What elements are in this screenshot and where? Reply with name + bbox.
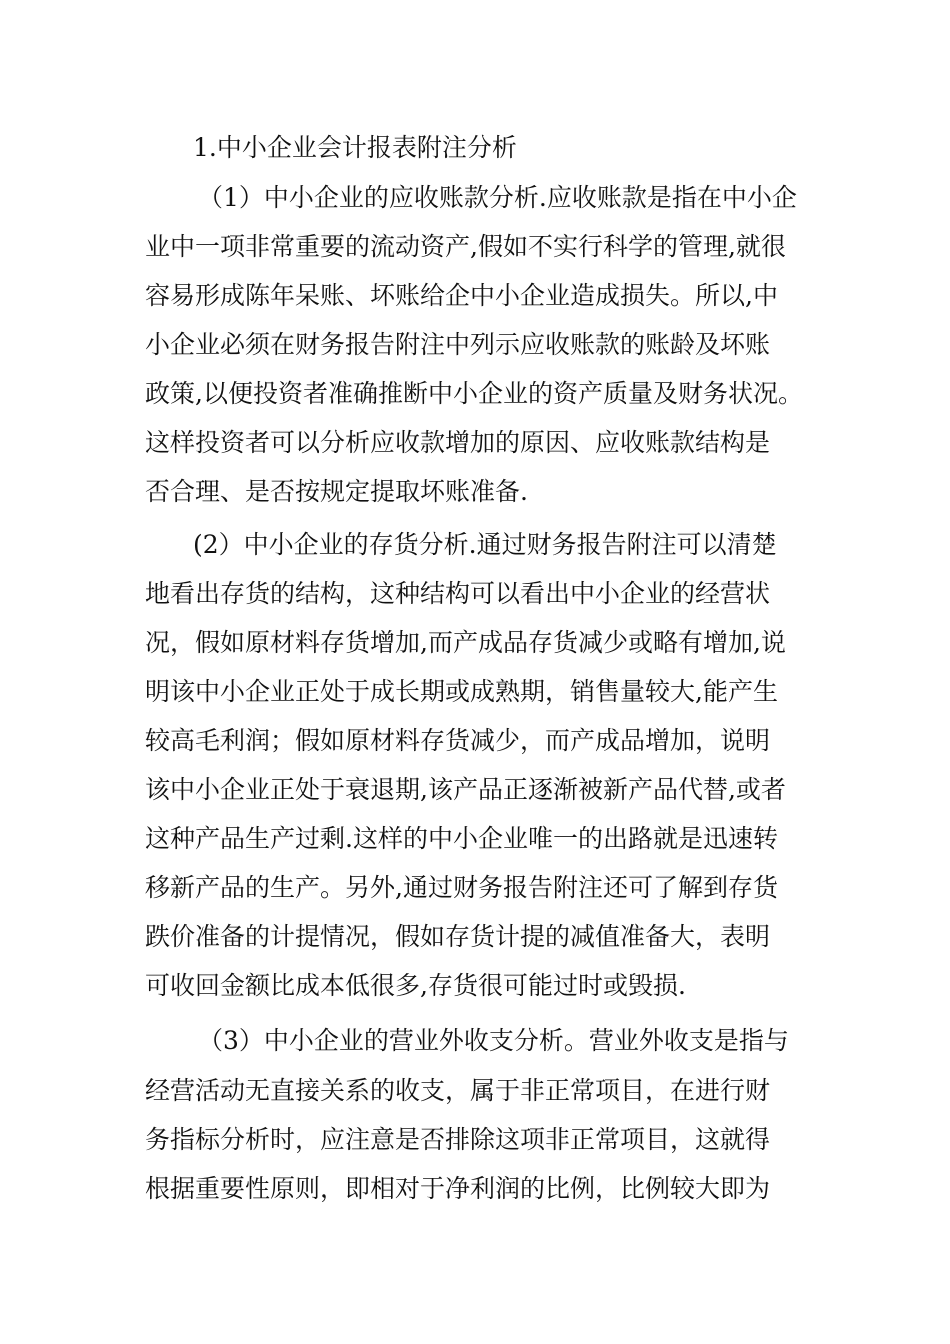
paragraph-2-line-10: 可收回金额比成本低很多,存货很可能过时或毁损.: [145, 971, 686, 1000]
paragraph-1-line-7: 否合理、是否按规定提取坏账准备.: [145, 477, 528, 506]
paragraph-2-line-4: 明该中小企业正处于成长期或成熟期，销售量较大,能产生: [145, 677, 778, 706]
paragraph-1-line-5: 政策,以便投资者准确推断中小企业的资产质量及财务状况。: [145, 379, 803, 408]
paragraph-2-line-5: 较高毛利润；假如原材料存货减少，而产成品增加，说明: [145, 726, 771, 755]
paragraph-1-line-6: 这样投资者可以分析应收款增加的原因、应收账款结构是: [145, 428, 771, 457]
paragraph-3-line-3: 务指标分析时，应注意是否排除这项非正常项目，这就得: [145, 1125, 771, 1154]
paragraph-2-line-3: 况，假如原材料存货增加,而产成品存货减少或略有增加,说: [145, 628, 786, 657]
paragraph-2-line-6: 该中小企业正处于衰退期,该产品正逐渐被新产品代替,或者: [145, 775, 786, 804]
paragraph-2-line-8: 移新产品的生产。另外,通过财务报告附注还可了解到存货: [145, 873, 778, 902]
paragraph-1-line-3: 容易形成陈年呆账、坏账给企中小企业造成损失。所以,中: [145, 281, 778, 310]
paragraph-2-line-7: 这种产品生产过剩.这样的中小企业唯一的出路就是迅速转: [145, 824, 778, 853]
paragraph-2-line-9: 跌价准备的计提情况，假如存货计提的减值准备大，表明: [145, 922, 771, 951]
paragraph-1-line-2: 业中一项非常重要的流动资产,假如不实行科学的管理,就很: [145, 232, 786, 261]
paragraph-3-line-1: （3）中小企业的营业外收支分析。营业外收支是指与: [198, 1026, 789, 1055]
paragraph-1-line-1: （1）中小企业的应收账款分析.应收账款是指在中小企: [198, 183, 797, 212]
paragraph-3-line-2: 经营活动无直接关系的收支，属于非正常项目，在进行财: [145, 1076, 771, 1105]
paragraph-2-line-2: 地看出存货的结构，这种结构可以看出中小企业的经营状: [145, 579, 771, 608]
paragraph-1-line-4: 小企业必须在财务报告附注中列示应收账款的账龄及坏账: [145, 330, 771, 359]
paragraph-2-line-1: (2）中小企业的存货分析.通过财务报告附注可以清楚: [193, 530, 777, 559]
section-heading: 1.中小企业会计报表附注分析: [193, 133, 517, 162]
paragraph-3-line-4: 根据重要性原则，即相对于净利润的比例，比例较大即为: [145, 1174, 771, 1203]
